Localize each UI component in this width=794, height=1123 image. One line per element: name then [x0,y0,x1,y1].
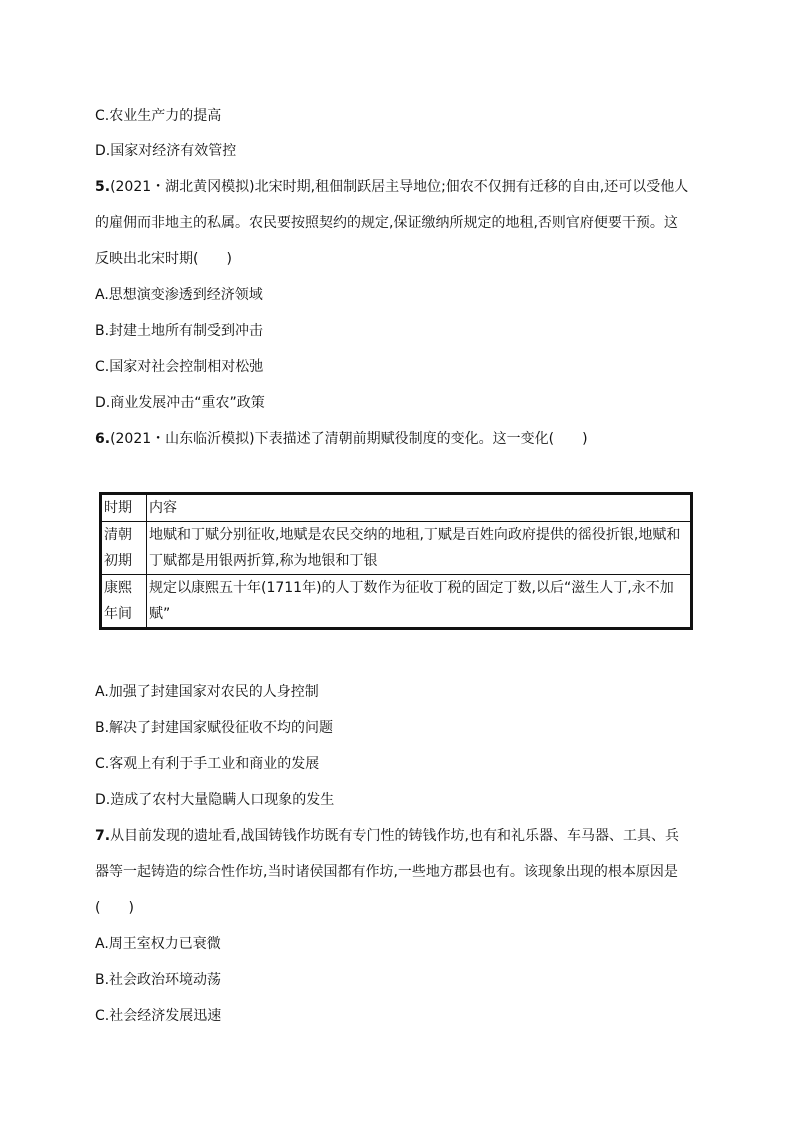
q5-option-d: D.商业发展冲击“重农”政策 [95,395,265,411]
q5-stem-line-3: 反映出北宋时期( ) [95,251,232,267]
q6-source: (2021・山东临沂模拟) [110,431,255,447]
table-header-content: 内容 [147,494,692,522]
q7-stem-line-2: 器等一起铸造的综合性作坊,当时诸侯国都有作坊,一些地方郡县也有。该现象出现的根本原因是 [95,864,678,880]
q6-option-b: B.解决了封建国家赋役征收不均的问题 [95,720,334,736]
table-cell-content: 地赋和丁赋分别征收,地赋是农民交纳的地租,丁赋是百姓向政府提供的徭役折银,地赋和丁赋都是用银两折算,称为地银和丁银 [147,522,692,575]
q4-option-c: C.农业生产力的提高 [95,108,222,124]
q5-stem-line-2: 的雇佣而非地主的私属。农民要按照契约的规定,保证缴纳所规定的地租,否则官府便要干预。这 [95,215,678,231]
q5-stem-line-1 [95,177,695,197]
q5-source: (2021・湖北黄冈模拟) [110,179,255,195]
q7-option-a: A.周王室权力已衰微 [95,936,221,952]
table-cell-content: 规定以康熙五十年(1711年)的人丁数作为征收丁税的固定丁数,以后“滋生人丁,永不加赋” [147,575,692,629]
q6-stem-text: 下表描述了清朝前期赋役制度的变化。这一变化( ) [254,431,588,447]
table-row [101,575,692,629]
table-row [101,522,692,575]
q7-stem-text-1: 从目前发现的遗址看,战国铸钱作坊既有专门性的铸钱作坊,也有和礼乐器、车马器、工具、兵 [110,828,679,844]
q7-stem-line-3: ( ) [95,900,134,916]
q6-stem [95,429,695,449]
q6-option-c: C.客观上有利于手工业和商业的发展 [95,756,320,772]
q5-option-b: B.封建土地所有制受到冲击 [95,323,264,339]
q6-option-d: D.造成了农村大量隐瞒人口现象的发生 [95,792,335,808]
q7-option-c: C.社会经济发展迅速 [95,1008,222,1024]
table-header-period: 时期 [101,494,147,522]
tax-system-table [99,492,693,630]
q6-option-a: A.加强了封建国家对农民的人身控制 [95,684,319,700]
q7-option-b: B.社会政治环境动荡 [95,972,222,988]
table-cell-period: 清朝初期 [101,522,147,575]
q7-number: 7. [95,828,111,844]
table-cell-period: 康熙年间 [101,575,147,629]
q6-number: 6. [95,431,111,447]
q5-option-c: C.国家对社会控制相对松弛 [95,359,264,375]
q5-option-a: A.思想演变渗透到经济领域 [95,287,263,303]
q7-stem-line-1 [95,826,695,846]
q5-stem-text-1: 北宋时期,租佃制跃居主导地位;佃农不仅拥有迁移的自由,还可以受他人 [254,179,689,195]
q4-option-d: D.国家对经济有效管控 [95,143,237,159]
q5-number: 5. [95,179,111,195]
table-header-row [101,494,692,522]
